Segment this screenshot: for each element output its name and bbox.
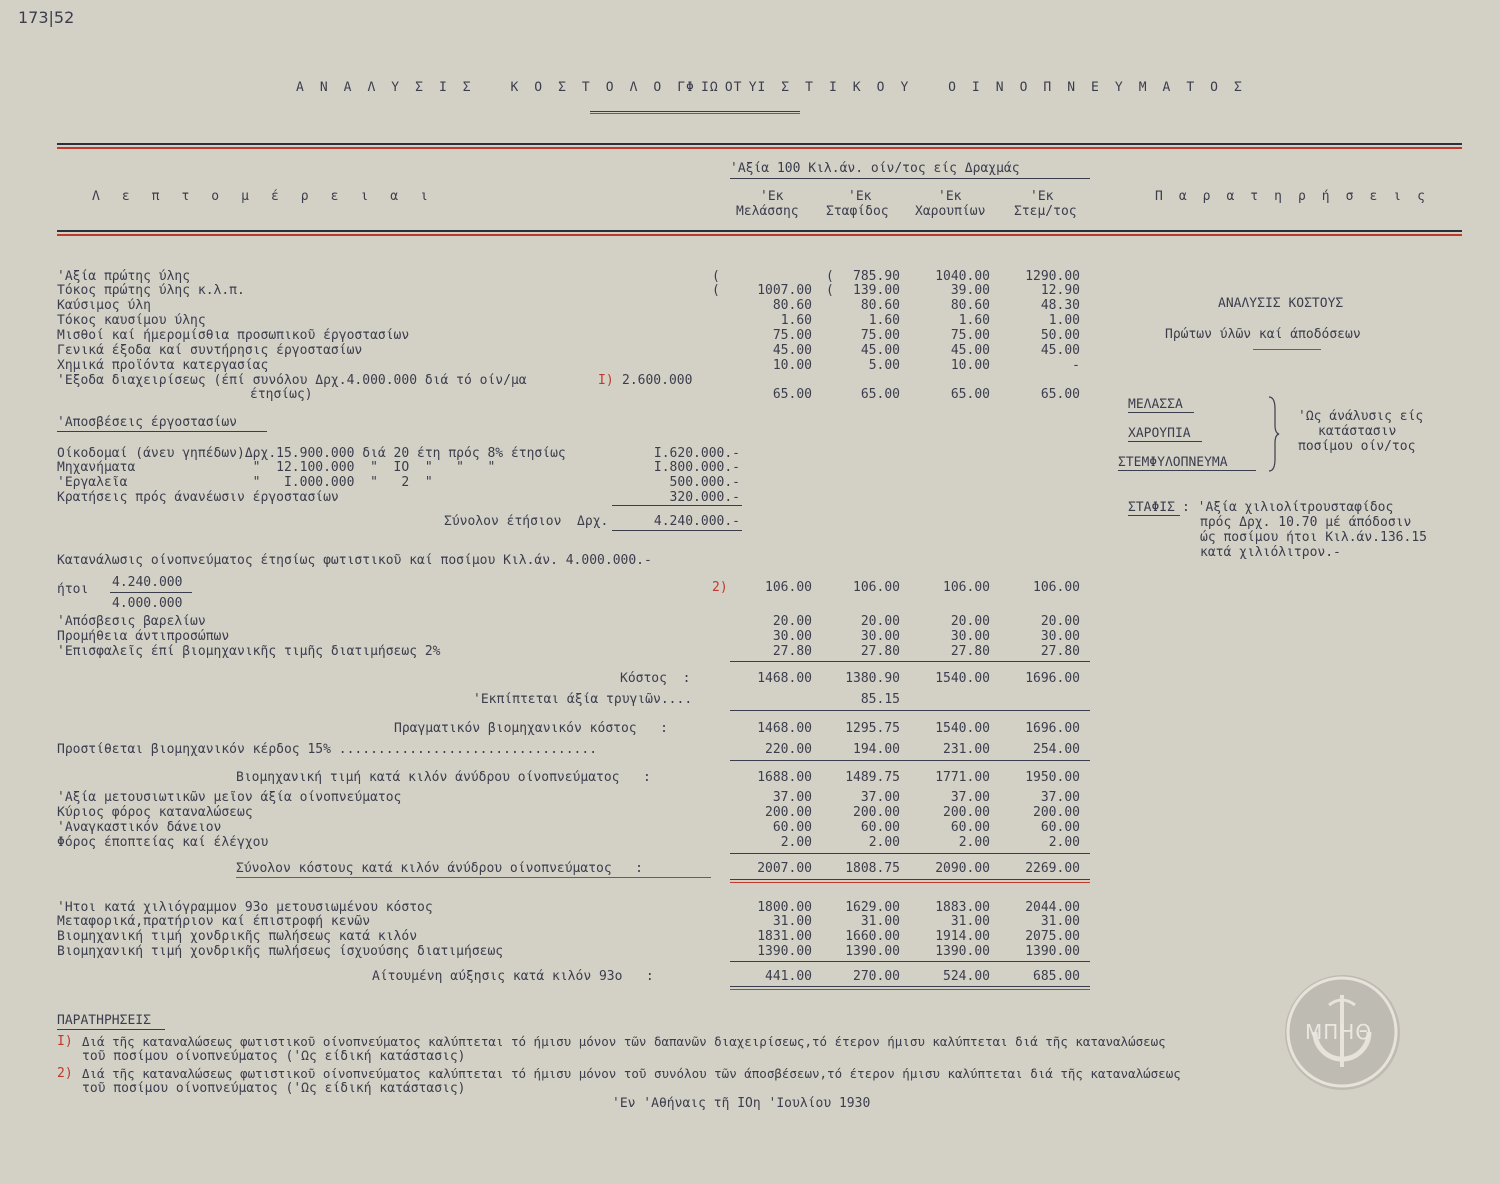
col4-head-b: Στεμ/τος [1014,204,1077,219]
cell: 1295.75 [845,721,900,736]
cell: 1771.00 [935,770,990,785]
cell: 20.00 [772,614,812,629]
cell: 5.00 [868,358,900,373]
cell: 27.80 [950,644,990,659]
row-bad-debts: 'Επισφαλεῖς έπί βιομηχανικῆς τιμῆς διατιμήσεως 2% [57,644,441,659]
cell: 1696.00 [1025,671,1080,686]
note-mark-2: 2) [712,580,728,595]
row-wholesale-price: Βιομηχανική τιμή χονδρικῆς πωλήσεως κατά κιλόν [57,929,418,944]
remarks-heading: Παρατηρήσεις [1155,189,1441,204]
depr-renewal: Κρατήσεις πρός άνανέωσιν έργοστασίων [57,490,339,505]
cell: 1390.00 [935,944,990,959]
note-2-line-2: τοῦ ποσίμου οίνοπνεύματος ('Ως είδική κατάστασις) [82,1081,466,1096]
cell: 1629.00 [845,900,900,915]
cell: 1390.00 [1025,944,1080,959]
note-1-line-1: Διά τῆς καταναλώσεως φωτιστικοῦ οίνοπνεύματος καλύπτεται τό ήμισυ μόνον τῶν δαπανῶν διαχειρίσεως,τό έτερον ήμισυ καλύπτεται διά τῆς καταναλώσεως [82,1034,1166,1049]
depr-tools: 'Εργαλεῖα " I.000.000 " 2 " [57,475,433,490]
fraction-numerator: 4.240.000 [112,575,183,590]
cell: 1489.75 [845,770,900,785]
brace-line-3: ποσίμου οίν/τος [1298,439,1416,454]
header-rule-red [57,234,1462,236]
profit-label: Προστίθεται βιομηχανικόν κέρδος 15% ................................. [57,742,598,757]
row-current-price: Βιομηχανική τιμή χονδρικῆς πωλήσεως ίσχυούσης διατιμήσεως [57,944,504,959]
cell: 50.00 [1040,328,1080,343]
title-underline [590,111,800,112]
cell: 1883.00 [935,900,990,915]
cell: - [1072,358,1080,373]
note-2-mark: 2) [57,1066,73,1081]
row-commission: Προμήθεια άντιπροσώπων [57,629,230,644]
cell: 10.00 [772,358,812,373]
paren-4: ( [826,283,834,298]
sum-line-1 [730,661,1090,662]
cell: 200.00 [765,805,812,820]
cell: 1540.00 [935,671,990,686]
cell: 30.00 [1040,629,1080,644]
details-heading: Λεπτομέρειαι [92,189,450,204]
cell: 60.00 [1040,820,1080,835]
cell: 2007.00 [757,861,812,876]
cell: 1.00 [1048,313,1080,328]
cell: 200.00 [853,805,900,820]
cell: 75.00 [860,328,900,343]
total-line-5 [730,986,1090,987]
cell: 1696.00 [1025,721,1080,736]
cell: 441.00 [765,969,812,984]
cell: 2090.00 [935,861,990,876]
cell: 2269.00 [1025,861,1080,876]
cell: 200.00 [1033,805,1080,820]
cell: 1007.00 [757,283,812,298]
remark-carobs: ΧΑΡΟΥΠΙΑ [1128,426,1191,441]
depr-tools-value: 500.000.- [669,475,740,490]
cell: 37.00 [1040,790,1080,805]
cell: 31.00 [860,914,900,929]
title-underline-red [590,113,800,114]
depr-total-value: 4.240.000.- [653,514,740,529]
raisin-line-1: : 'Αξία χιλιολίτρουσταφίδος [1182,500,1394,515]
sum-line-3 [730,760,1090,761]
depr-sum-line [612,505,742,506]
cell: 1380.90 [845,671,900,686]
row-forced-loan: 'Αναγκαστικόν δάνειον [57,820,222,835]
cell: 60.00 [772,820,812,835]
cell: 65.00 [950,387,990,402]
deduct-label: 'Εκπίπτεται άξία τρυγιῶν.... [473,692,693,707]
sum-line-2 [730,710,1090,711]
remark-grape-spirit: ΣΤΕΜΦΥΛΟΠΝΕΥΜΑ [1118,455,1228,470]
col3-head-a: 'Εκ [938,189,962,204]
cell: 80.60 [860,298,900,313]
cell: 685.00 [1033,969,1080,984]
cell: 20.00 [950,614,990,629]
cell: 139.00 [853,283,900,298]
cell: 2075.00 [1025,929,1080,944]
cell: 1468.00 [757,671,812,686]
row-admin-expenses-cont: έτησίως) [250,387,313,402]
cell: 785.90 [853,269,900,284]
col2-head-a: 'Εκ [848,189,872,204]
top-rule-red [57,147,1462,149]
cell: 45.00 [860,343,900,358]
remark-grape-spirit-underline [1118,470,1256,471]
top-rule-black [57,143,1462,145]
total-cost-label: Σύνολον κόστους κατά κιλόν άνύδρου οίνοπνεύματος : [236,861,643,876]
real-cost-label: Πραγματικόν βιομηχανικόν κόστος : [394,721,668,736]
cell: 2.00 [780,835,812,850]
row-fuel: Καύσιμος ύλη [57,298,151,313]
col3-head-b: Χαρουπίων [915,204,986,219]
col1-head-a: 'Εκ [760,189,784,204]
fraction-bar [110,592,192,593]
cost-analysis-subtitle: Πρώτων ύλῶν καί άποδόσεων [1165,327,1361,342]
col1-head-b: Μελάσσης [736,204,799,219]
cell: 1.60 [868,313,900,328]
note-2-line-1: Διά τῆς καταναλώσεως φωτιστικοῦ οίνοπνεύματος καλύπτεται τό ήμισυ μόνον τοῦ συνόλου τῶν άποσβέσεων,τό έτερον ήμισυ καλύπτεται διά τῆς καταναλώσεως [82,1066,1181,1081]
remark-molasses: ΜΕΛΑΣΣΑ [1128,397,1183,412]
header-rule-black [57,230,1462,232]
row-denaturants: 'Αξία μετουσιωτικῶν μεῖον άξία οίνοπνεύματος [57,790,402,805]
cell: 65.00 [1040,387,1080,402]
cell: 1660.00 [845,929,900,944]
admin-amount: 2.600.000 [622,373,693,388]
consumption-line: Κατανάλωσις οίνοπνεύματος έτησίως φωτιστικοῦ καί ποσίμου Κιλ.άν. 4.000.000.- [57,553,652,568]
cell: 65.00 [860,387,900,402]
cell: 31.00 [1040,914,1080,929]
depreciation-heading: 'Αποσβέσεις έργοστασίων [57,415,238,430]
row-per-kilo-cost: 'Ητοι κατά χιλιόγραμμον 93ο μετουσιωμένου κόστος [57,900,433,915]
depr-machinery-value: I.800.000.- [653,460,740,475]
cell: 27.80 [772,644,812,659]
cell: 45.00 [772,343,812,358]
raisin-line-3: ώς ποσίμου ήτοι Κιλ.άν.136.15 [1200,530,1427,545]
fraction-denominator: 4.000.000 [112,596,183,611]
col4-head-a: 'Εκ [1030,189,1054,204]
cell: 1540.00 [935,721,990,736]
cell: 1040.00 [935,269,990,284]
cell: 20.00 [1040,614,1080,629]
depr-machinery: Μηχανήματα " 12.100.000 " IO " " " [57,460,496,475]
requested-increase-label: Αίτουμένη αύξησις κατά κιλόν 93ο : [372,969,654,984]
deduct-value: 85.15 [860,692,900,707]
remark-raisin-label: ΣΤΑΦΙΣ [1128,500,1175,515]
group-underline [730,178,1090,179]
note-mark-1: I) [598,373,614,388]
cell: 31.00 [772,914,812,929]
cell: 106.00 [1033,580,1080,595]
cell: 37.00 [772,790,812,805]
row-transport: Μεταφορικά,πρατήριον καί έπιστροφή κενῶν [57,914,371,929]
row-raw-material-value: 'Αξία πρώτης ύλης [57,269,191,284]
archive-number: 173|52 [18,8,75,27]
cell: 106.00 [853,580,900,595]
cell: 27.80 [1040,644,1080,659]
row-consumption-tax: Κύριος φόρος καταναλώσεως [57,805,253,820]
cell: 37.00 [950,790,990,805]
archive-stamp [1285,975,1400,1090]
title-part-1: ΑΝΑΛΥΣΙΣ ΚΟΣΤΟΛΟΓΙΟΥ [296,80,773,95]
brace-line-1: 'Ως άνάλυσις είς [1298,409,1424,424]
cell: 48.30 [1040,298,1080,313]
cell: 30.00 [772,629,812,644]
col2-head-b: Σταφίδος [826,204,889,219]
paren-3: ( [826,269,834,284]
row-salaries: Μισθοί καί ήμερομίσθια προσωπικοῦ έργοστασίων [57,328,410,343]
sum-line-4 [730,853,1090,854]
cell: 220.00 [765,742,812,757]
cell: 75.00 [950,328,990,343]
cell: 1.60 [780,313,812,328]
cell: 20.00 [860,614,900,629]
cell: 1390.00 [757,944,812,959]
total-line-4 [730,879,1090,880]
industrial-price-label: Βιομηχανική τιμή κατά κιλόν άνύδρου οίνοπνεύματος : [236,770,651,785]
cell: 1.60 [958,313,990,328]
notes-underline [57,1029,165,1030]
cost-analysis-title: ΑΝΑΛΥΣΙΣ ΚΟΣΤΟΥΣ [1218,296,1344,311]
remark-carobs-underline [1128,441,1202,442]
cell: 75.00 [772,328,812,343]
row-chemicals: Χημικά προϊόντα κατεργασίας [57,358,269,373]
cell: 1290.00 [1025,269,1080,284]
cell: 80.60 [950,298,990,313]
subtitle-red-underline [1253,349,1321,350]
title-part-2: ΦΩΤΙΣΤΙΚΟΥ ΟΙΝΟΠΝΕΥΜΑΤΟΣ [686,80,1258,95]
date-line: 'Εν 'Αθήναις τῆ IOη 'Ιουλίου 1930 [612,1096,871,1111]
stamp-text: ΜΠΗΘ [1305,1020,1373,1044]
depr-total-underline [612,530,742,531]
paren-1: ( [712,269,720,284]
cell: 65.00 [772,387,812,402]
total-line-4-red [730,882,1090,883]
cell: 2.00 [868,835,900,850]
row-barrels: 'Απόσβεσις βαρελίων [57,614,206,629]
row-admin-expenses: 'Εξοδα διαχειρίσεως (έπί συνόλου Δρχ.4.000.000 διά τό οίν/μα [57,373,527,388]
cell: 254.00 [1033,742,1080,757]
cell: 270.00 [853,969,900,984]
brace-icon [1266,395,1280,473]
cell: 39.00 [950,283,990,298]
cell: 27.80 [860,644,900,659]
cell: 31.00 [950,914,990,929]
cell: 10.00 [950,358,990,373]
cell: 1800.00 [757,900,812,915]
note-1-line-2: τοῦ ποσίμου οίνοπνεύματος ('Ως είδική κατάστασις) [82,1049,466,1064]
cell: 1831.00 [757,929,812,944]
cell: 30.00 [950,629,990,644]
cell: 12.90 [1040,283,1080,298]
raisin-line-2: πρός Δρχ. 10.70 μέ άπόδοσιν [1200,515,1412,530]
cell: 60.00 [860,820,900,835]
row-supervision-tax: Φόρος έποπτείας καί έλέγχου [57,835,269,850]
cell: 1950.00 [1025,770,1080,785]
cell: 1914.00 [935,929,990,944]
cell: 1808.75 [845,861,900,876]
note-1-mark: I) [57,1034,73,1049]
row-fuel-interest: Τόκος καυσίμου ύλης [57,313,206,328]
sum-line-5 [730,961,1090,962]
cell: 30.00 [860,629,900,644]
cell: 106.00 [943,580,990,595]
cell: 524.00 [943,969,990,984]
cell: 194.00 [853,742,900,757]
depr-buildings: Οίκοδομαί (άνευ γηπέδων)Δρχ.15.900.000 διά 20 έτη πρός 8% έτησίως [57,446,566,461]
cost-label: Κόστος : [620,671,691,686]
cell: 45.00 [950,343,990,358]
value-group-title: 'Αξία 100 Κιλ.άν. οίν/τος είς Δραχμάς [730,161,1020,176]
notes-heading: ΠΑΡΑΤΗΡΗΣΕΙΣ [57,1013,151,1028]
cell: 1688.00 [757,770,812,785]
cell: 106.00 [765,580,812,595]
depr-renewal-value: 320.000.- [669,490,740,505]
cell: 37.00 [860,790,900,805]
total-line-5-red [730,989,1090,990]
row-raw-material-interest: Τόκος πρώτης ύλης κ.λ.π. [57,283,245,298]
cell: 80.60 [772,298,812,313]
brace-line-2: κατάστασιν [1318,424,1397,439]
cell: 2.00 [1048,835,1080,850]
remark-raisin-underline [1128,515,1180,516]
cell: 45.00 [1040,343,1080,358]
cell: 1390.00 [845,944,900,959]
depreciation-underline [57,431,267,432]
cell: 231.00 [943,742,990,757]
row-general-expenses: Γενικά έξοδα καί συντήρησις έργοστασίων [57,343,363,358]
cell: 2044.00 [1025,900,1080,915]
depr-total-label: Σύνολον έτήσιον Δρχ. [444,514,609,529]
itoi-label: ήτοι [57,582,89,597]
total-cost-red-underline [236,877,711,878]
cell: 2.00 [958,835,990,850]
remark-molasses-underline [1128,412,1194,413]
cell: 1468.00 [757,721,812,736]
raisin-line-4: κατά χιλιόλιτρον.- [1200,545,1341,560]
cell: 60.00 [950,820,990,835]
depr-buildings-value: I.620.000.- [653,446,740,461]
paren-2: ( [712,283,720,298]
cell: 200.00 [943,805,990,820]
